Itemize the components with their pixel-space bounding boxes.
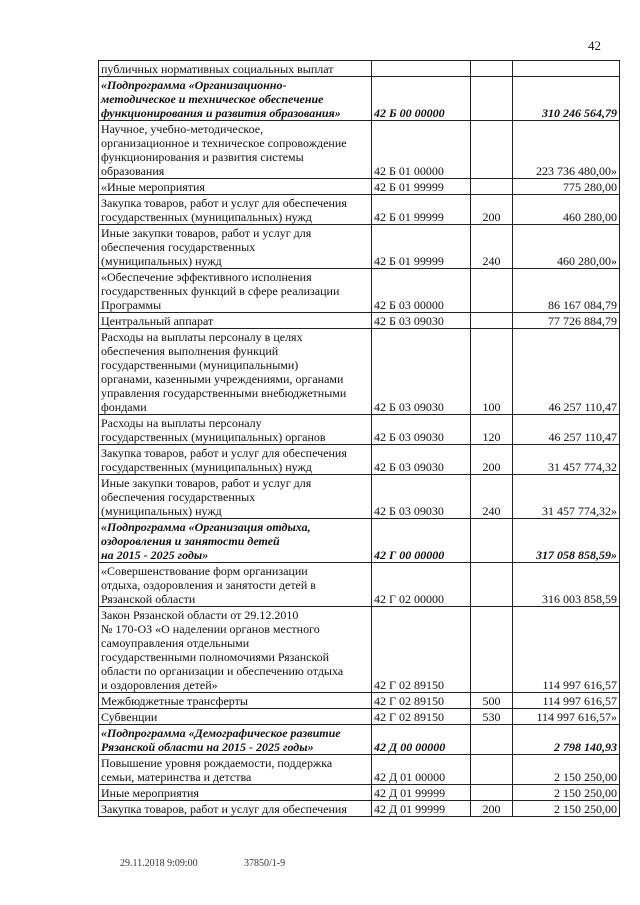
row-sum: 2 150 250,00 xyxy=(513,785,620,801)
table-row xyxy=(99,61,620,77)
row-expense-type: 100 xyxy=(471,329,513,415)
row-name-line: Закон Рязанской области от 29.12.2010 xyxy=(101,608,299,622)
row-name-line: государственных (муниципальных) нужд xyxy=(101,210,312,224)
footer-date: 29.11.2018 9:09:00 xyxy=(120,858,198,869)
row-name-line: Расходы на выплаты персоналу в целях xyxy=(101,330,303,344)
row-name-line: Иные закупки товаров, работ и услуг для xyxy=(101,226,312,240)
row-sum: 46 257 110,47 xyxy=(513,329,620,415)
row-sum: 223 736 480,00» xyxy=(513,121,620,179)
row-code: 42 Д 01 00000 xyxy=(372,755,471,785)
row-name-line: отдыха, оздоровления и занятости детей в xyxy=(101,578,316,592)
row-name-line: области по организации и обеспечению отдыха xyxy=(101,664,344,678)
row-expense-type xyxy=(471,785,513,801)
row-expense-type: 200 xyxy=(471,445,513,475)
row-name-line: функционирования и развития системы xyxy=(101,150,304,164)
table-row xyxy=(99,179,620,195)
row-expense-type xyxy=(471,269,513,313)
row-expense-type: 200 xyxy=(471,801,513,817)
row-sum: 46 257 110,47 xyxy=(513,415,620,445)
row-name xyxy=(99,607,372,693)
table-row xyxy=(99,785,620,801)
table-row xyxy=(99,329,620,415)
row-name-line: методическое и техническое обеспечение xyxy=(101,92,324,106)
row-name-line: государственных функций в сфере реализации xyxy=(101,284,340,298)
footer-doc-number: 37850/1-9 xyxy=(244,858,286,869)
row-code: 42 Г 02 89150 xyxy=(372,607,471,693)
row-sum: 316 003 858,59 xyxy=(513,563,620,607)
row-sum: 2 150 250,00 xyxy=(513,801,620,817)
row-name-line: «Подпрограмма «Организационно- xyxy=(101,78,287,92)
row-name-line: функционирования и развития образования» xyxy=(101,106,341,120)
row-code: 42 Д 01 99999 xyxy=(372,801,471,817)
table-row xyxy=(99,77,620,121)
row-name-line: управления государственными внебюджетными xyxy=(101,386,347,400)
row-expense-type xyxy=(471,519,513,563)
row-name xyxy=(99,121,372,179)
row-name-line: Субвенции xyxy=(101,710,158,724)
row-code: 42 Б 00 00000 xyxy=(372,77,471,121)
row-name xyxy=(99,801,372,817)
row-code: 42 Б 01 99999 xyxy=(372,195,471,225)
row-name-line: «Подпрограмма «Демографическое развитие xyxy=(101,726,341,740)
row-sum: 2 150 250,00 xyxy=(513,755,620,785)
budget-table xyxy=(98,60,620,817)
row-name xyxy=(99,445,372,475)
row-sum: 460 280,00 xyxy=(513,195,620,225)
row-code: 42 Б 01 99999 xyxy=(372,179,471,195)
page-number: 42 xyxy=(588,38,601,53)
row-name-line: Научное, учебно-методическое, xyxy=(101,122,264,136)
row-name-line: обеспечения государственных xyxy=(101,490,256,504)
row-name xyxy=(99,785,372,801)
table-row xyxy=(99,563,620,607)
row-code xyxy=(372,61,471,77)
row-name-line: (муниципальных) нужд xyxy=(101,504,222,518)
row-sum: 31 457 774,32» xyxy=(513,475,620,519)
row-code: 42 Б 03 09030 xyxy=(372,415,471,445)
row-sum: 31 457 774,32 xyxy=(513,445,620,475)
table-row xyxy=(99,693,620,709)
row-name xyxy=(99,225,372,269)
row-expense-type: 500 xyxy=(471,693,513,709)
row-name xyxy=(99,755,372,785)
row-sum: 460 280,00» xyxy=(513,225,620,269)
row-name-line: на 2015 - 2025 годы» xyxy=(101,548,209,562)
row-expense-type xyxy=(471,607,513,693)
row-expense-type xyxy=(471,179,513,195)
row-expense-type: 120 xyxy=(471,415,513,445)
row-sum: 114 997 616,57» xyxy=(513,709,620,725)
row-sum: 77 726 884,79 xyxy=(513,313,620,329)
row-code: 42 Б 03 00000 xyxy=(372,269,471,313)
table-row xyxy=(99,225,620,269)
row-name-line: Рязанской области xyxy=(101,592,196,606)
row-code: 42 Б 03 09030 xyxy=(372,313,471,329)
row-expense-type xyxy=(471,121,513,179)
row-name xyxy=(99,195,372,225)
table-row xyxy=(99,195,620,225)
row-name-line: Иные мероприятия xyxy=(101,786,199,800)
row-name-line: Иные закупки товаров, работ и услуг для xyxy=(101,476,312,490)
row-name xyxy=(99,725,372,755)
row-name-line: организационное и техническое сопровождение xyxy=(101,136,347,150)
row-name xyxy=(99,415,372,445)
row-expense-type: 530 xyxy=(471,709,513,725)
table-row xyxy=(99,415,620,445)
table-row xyxy=(99,801,620,817)
table-row xyxy=(99,519,620,563)
row-sum xyxy=(513,61,620,77)
row-name-line: (муниципальных) нужд xyxy=(101,254,222,268)
row-name xyxy=(99,475,372,519)
row-name-line: Рязанской области на 2015 - 2025 годы» xyxy=(101,740,314,754)
row-code: 42 Г 02 89150 xyxy=(372,693,471,709)
table-row xyxy=(99,475,620,519)
row-name xyxy=(99,329,372,415)
row-expense-type xyxy=(471,61,513,77)
row-name-line: государственных (муниципальных) органов xyxy=(101,430,326,444)
row-name-line: Программы xyxy=(101,298,162,312)
row-name-line: государственными (муниципальными) xyxy=(101,358,299,372)
row-sum: 2 798 140,93 xyxy=(513,725,620,755)
row-code: 42 Б 03 09030 xyxy=(372,445,471,475)
row-code: 42 Г 02 00000 xyxy=(372,563,471,607)
row-name-line: органами, казенными учреждениями, органами xyxy=(101,372,344,386)
table-row xyxy=(99,755,620,785)
row-code: 42 Б 03 09030 xyxy=(372,329,471,415)
table-row xyxy=(99,709,620,725)
row-sum: 114 997 616,57 xyxy=(513,607,620,693)
row-expense-type xyxy=(471,563,513,607)
row-code: 42 Д 00 00000 xyxy=(372,725,471,755)
row-name xyxy=(99,693,372,709)
row-name-line: государственных (муниципальных) нужд xyxy=(101,460,312,474)
row-name-line: самоуправления отдельными xyxy=(101,636,250,650)
row-name xyxy=(99,61,372,77)
row-name-line: оздоровления и занятости детей xyxy=(101,534,280,548)
table-row xyxy=(99,607,620,693)
row-name-line: Центральный аппарат xyxy=(101,314,214,328)
row-name xyxy=(99,709,372,725)
row-expense-type xyxy=(471,755,513,785)
row-sum: 775 280,00 xyxy=(513,179,620,195)
row-expense-type xyxy=(471,725,513,755)
table-row xyxy=(99,121,620,179)
row-sum: 86 167 084,79 xyxy=(513,269,620,313)
row-name-line: Межбюджетные трансферты xyxy=(101,694,248,708)
row-sum: 317 058 858,59» xyxy=(513,519,620,563)
row-name-line: «Обеспечение эффективного исполнения xyxy=(101,270,312,284)
row-expense-type: 200 xyxy=(471,195,513,225)
row-name-line: Повышение уровня рождаемости, поддержка xyxy=(101,756,333,770)
row-expense-type: 240 xyxy=(471,475,513,519)
row-name-line: государственными полномочиями Рязанской xyxy=(101,650,330,664)
row-expense-type xyxy=(471,77,513,121)
row-code: 42 Б 03 09030 xyxy=(372,475,471,519)
row-name xyxy=(99,269,372,313)
row-name xyxy=(99,77,372,121)
row-sum: 114 997 616,57 xyxy=(513,693,620,709)
row-name-line: фондами xyxy=(101,400,147,414)
row-code: 42 Г 02 89150 xyxy=(372,709,471,725)
row-code: 42 Г 00 00000 xyxy=(372,519,471,563)
table-row xyxy=(99,313,620,329)
row-name-line: Закупка товаров, работ и услуг для обеспечения xyxy=(101,446,347,460)
table-row xyxy=(99,725,620,755)
row-expense-type: 240 xyxy=(471,225,513,269)
row-code: 42 Б 01 99999 xyxy=(372,225,471,269)
table-row xyxy=(99,269,620,313)
row-name-line: «Совершенствование форм организации xyxy=(101,564,308,578)
row-name-line: Закупка товаров, работ и услуг для обеспечения xyxy=(101,802,347,816)
row-name xyxy=(99,563,372,607)
row-name-line: «Иные мероприятия xyxy=(101,180,205,194)
row-expense-type xyxy=(471,313,513,329)
row-name-line: Расходы на выплаты персоналу xyxy=(101,416,262,430)
row-name-line: публичных нормативных социальных выплат xyxy=(101,62,334,76)
row-name-line: семьи, материнства и детства xyxy=(101,770,252,784)
row-name-line: и оздоровления детей» xyxy=(101,678,218,692)
row-name xyxy=(99,313,372,329)
table-row xyxy=(99,445,620,475)
row-code: 42 Б 01 00000 xyxy=(372,121,471,179)
row-name-line: № 170-ОЗ «О наделении органов местного xyxy=(101,622,320,636)
row-name xyxy=(99,519,372,563)
row-sum: 310 246 564,79 xyxy=(513,77,620,121)
row-name-line: Закупка товаров, работ и услуг для обеспечения xyxy=(101,196,347,210)
budget-table-body xyxy=(99,61,620,817)
row-name-line: «Подпрограмма «Организация отдыха, xyxy=(101,520,311,534)
row-name-line: обеспечения государственных xyxy=(101,240,256,254)
row-name-line: обеспечения выполнения функций xyxy=(101,344,279,358)
row-name xyxy=(99,179,372,195)
row-name-line: образования xyxy=(101,164,165,178)
row-code: 42 Д 01 99999 xyxy=(372,785,471,801)
